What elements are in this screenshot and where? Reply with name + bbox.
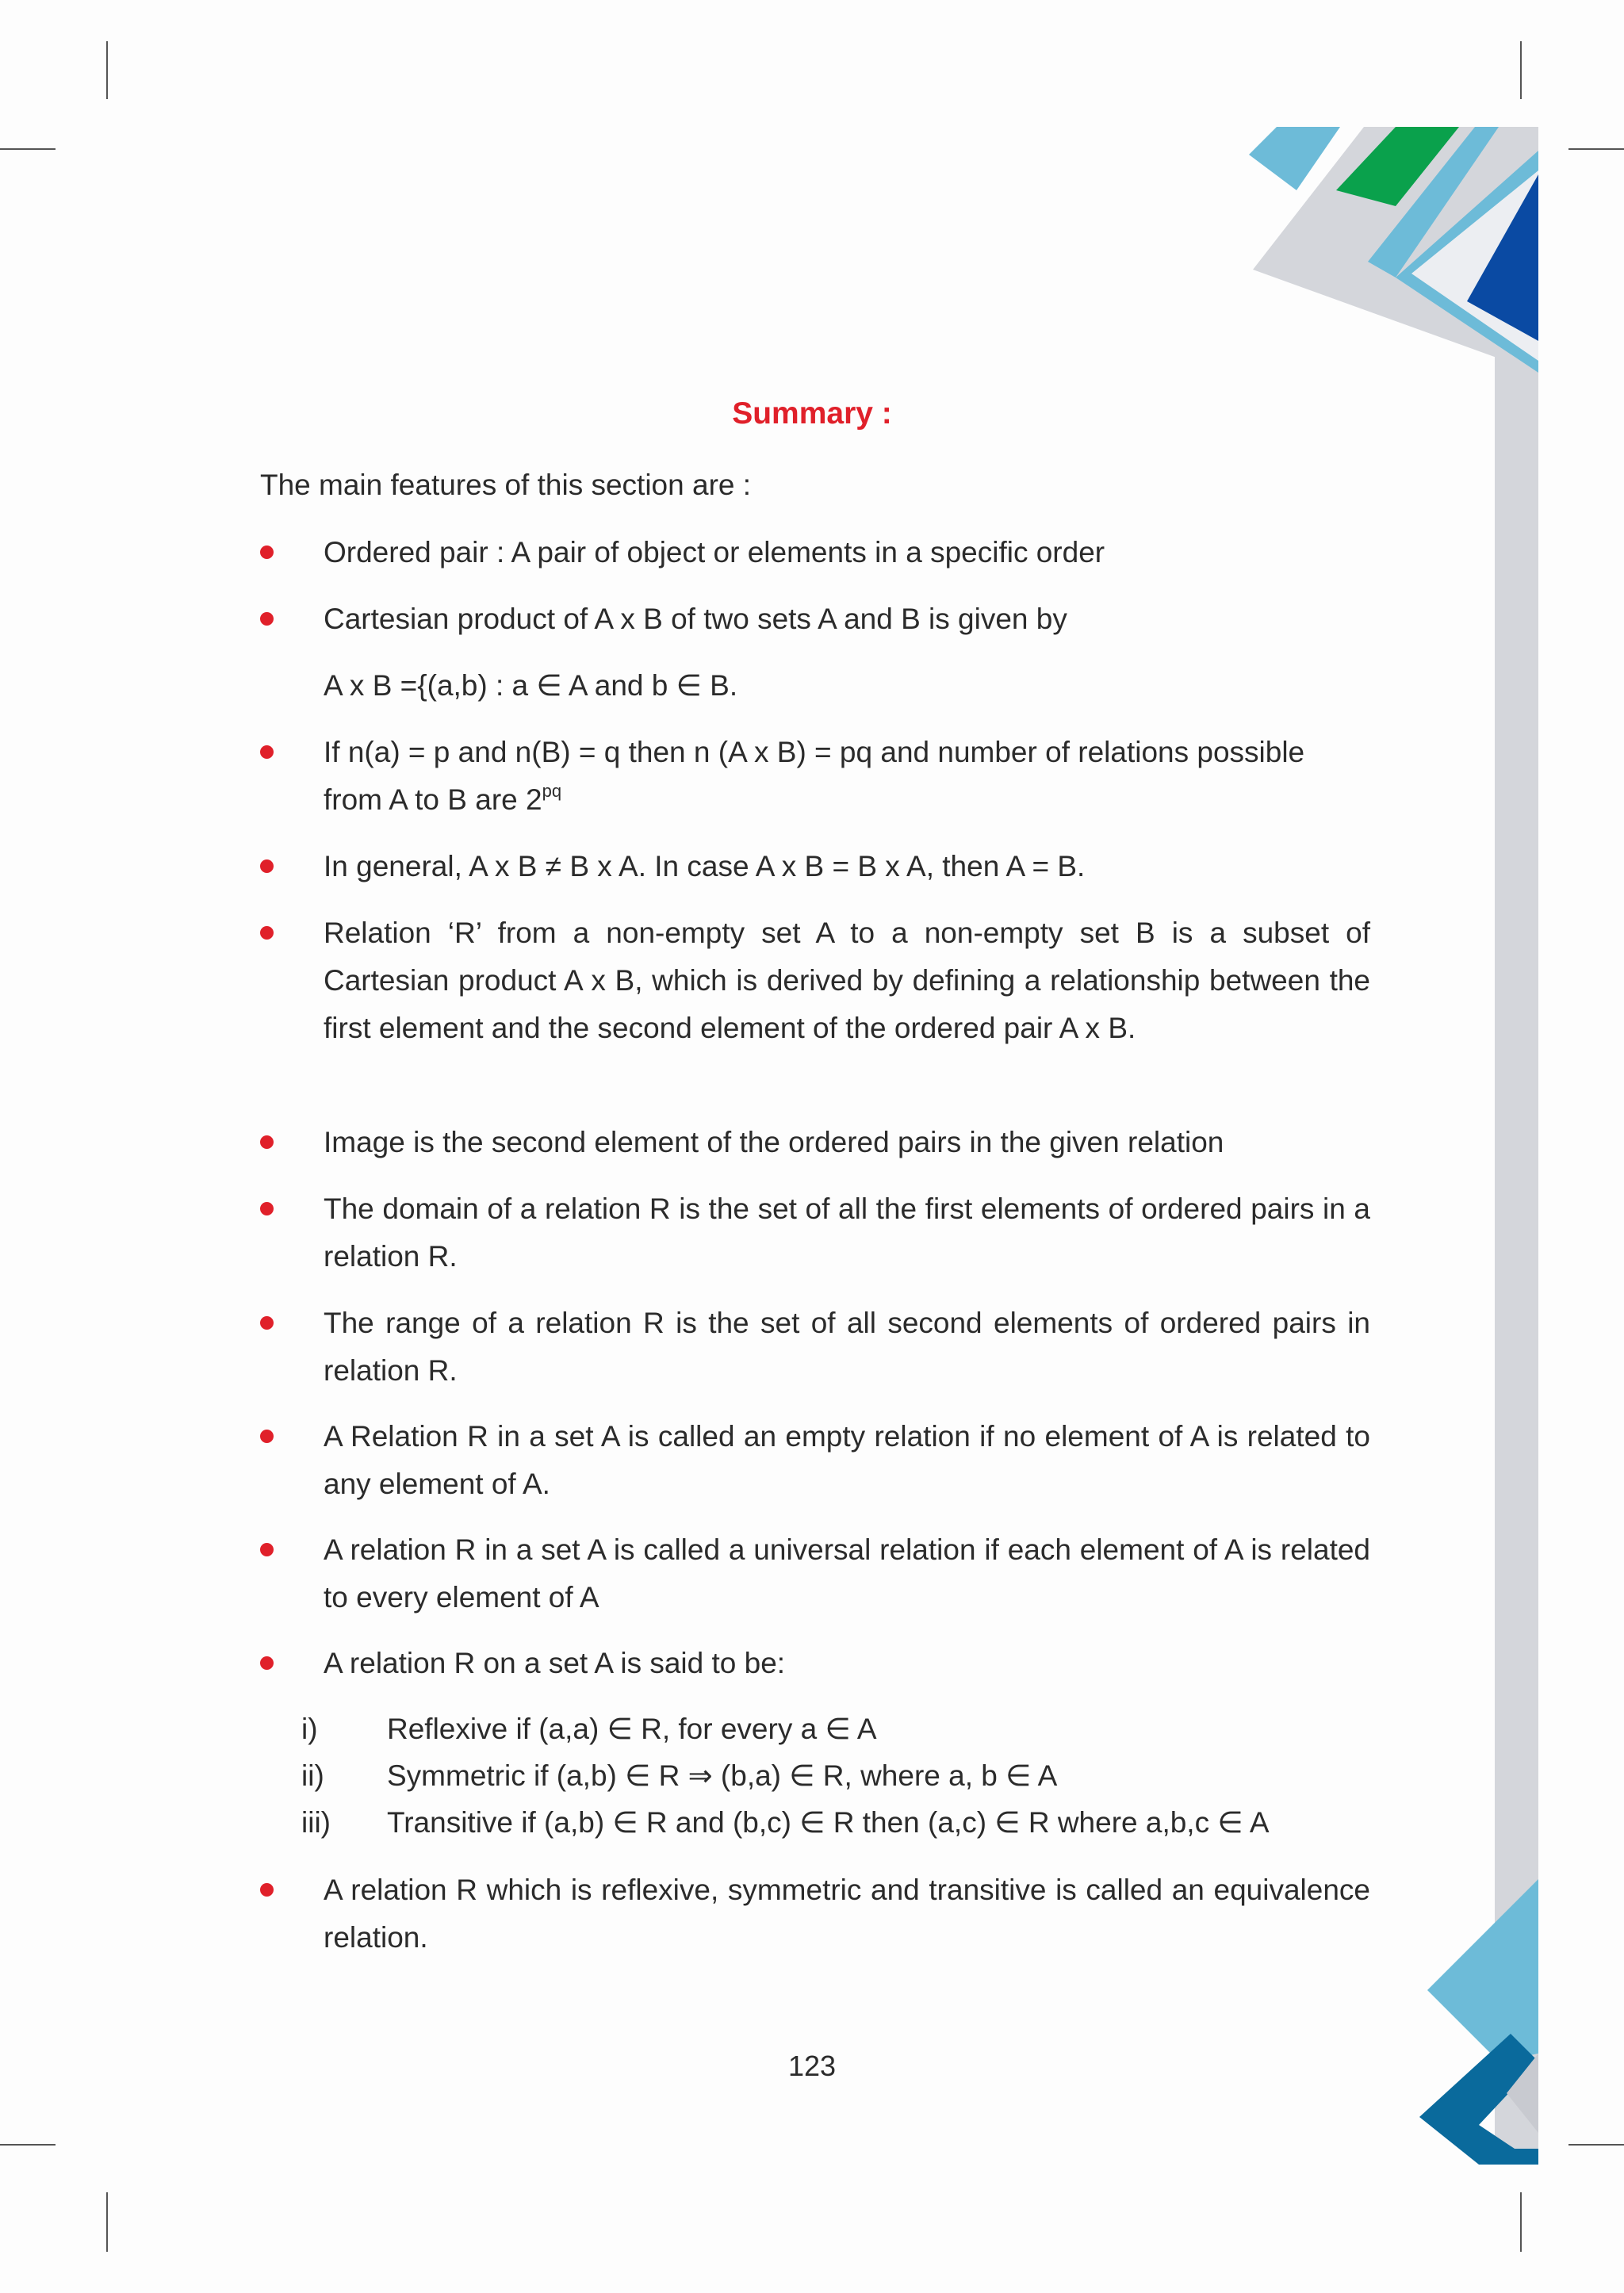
bullet-icon xyxy=(260,926,274,940)
list-item xyxy=(260,1526,1370,1621)
list-item-text: A relation R in a set A is called a universal relation if each element of A is related to every element of A xyxy=(324,1533,1370,1614)
bullet-icon xyxy=(260,1202,274,1215)
list-item-text: A Relation R in a set A is called an empty relation if no element of A is related to any element of A. xyxy=(324,1420,1370,1500)
bullet-icon xyxy=(260,859,274,873)
list-item xyxy=(260,529,1370,576)
cartesian-formula: A x B ={(a,b) : a ∈ A and b ∈ B. xyxy=(324,669,738,702)
bullet-icon xyxy=(260,545,274,559)
bullet-icon xyxy=(260,1543,274,1556)
list-item-text: Relation ‘R’ from a non-empty set A to a non-empty set B is a subset of Cartesian product A x B, which is derived by defining a relationship between the first element and the second element of the ordered pair A x B. xyxy=(324,917,1370,1044)
list-item xyxy=(260,729,1370,824)
exponent: pq xyxy=(542,781,562,801)
list-item xyxy=(260,1413,1370,1508)
bullet-icon xyxy=(260,612,274,626)
bullet-icon xyxy=(260,1656,274,1670)
sub-item-text: Reflexive if (a,a) ∈ R, for every a ∈ A xyxy=(387,1713,877,1745)
bullet-icon xyxy=(260,745,274,759)
list-item-text: The domain of a relation R is the set of all the first elements of ordered pairs in a relation R. xyxy=(324,1192,1370,1273)
bullet-icon xyxy=(260,1430,274,1443)
list-item xyxy=(260,1866,1370,1962)
sub-item xyxy=(301,1757,1057,1795)
sub-item-text: Transitive if (a,b) ∈ R and (b,c) ∈ R then (a,c) ∈ R where a,b,c ∈ A xyxy=(387,1806,1270,1839)
sub-item-label: iii) xyxy=(301,1806,331,1839)
list-item xyxy=(260,1185,1370,1280)
list-item xyxy=(260,1640,1370,1687)
bullet-icon xyxy=(260,1316,274,1330)
list-item-text: A relation R on a set A is said to be: xyxy=(324,1647,786,1679)
list-item-text: A relation R which is reflexive, symmetric and transitive is called an equivalence relation. xyxy=(324,1874,1370,1954)
intro-text: The main features of this section are : xyxy=(260,469,752,501)
sub-item-label: i) xyxy=(301,1713,318,1745)
list-item xyxy=(260,843,1370,890)
formula-line xyxy=(260,662,1370,710)
list-item-text: Cartesian product of A x B of two sets A and B is given by xyxy=(324,603,1067,635)
summary-heading: Summary : xyxy=(732,396,892,431)
sub-item-label: ii) xyxy=(301,1759,324,1792)
list-item xyxy=(260,595,1370,643)
bullet-icon xyxy=(260,1883,274,1897)
bullet-icon xyxy=(260,1135,274,1149)
list-item-text: In general, A x B ≠ B x A. In case A x B = B x A, then A = B. xyxy=(324,850,1086,882)
page-number: 123 xyxy=(787,2050,837,2082)
sub-item xyxy=(301,1804,1270,1842)
list-item xyxy=(260,1300,1370,1395)
list-item xyxy=(260,1119,1370,1166)
sub-item-text: Symmetric if (a,b) ∈ R ⇒ (b,a) ∈ R, where a, b ∈ A xyxy=(387,1759,1058,1792)
list-item-text: Image is the second element of the ordered pairs in the given relation xyxy=(324,1126,1224,1158)
sub-item xyxy=(301,1710,877,1748)
list-item xyxy=(260,909,1370,1052)
list-item-text: If n(a) = p and n(B) = q then n (A x B) = pq and number of relations possible from A to B are $2^{pq}$ xyxy=(324,736,1305,816)
list-item-text: Ordered pair : A pair of object or elements in a specific order xyxy=(324,536,1105,568)
list-item-text: The range of a relation R is the set of all second elements of ordered pairs in relation R. xyxy=(324,1307,1370,1387)
